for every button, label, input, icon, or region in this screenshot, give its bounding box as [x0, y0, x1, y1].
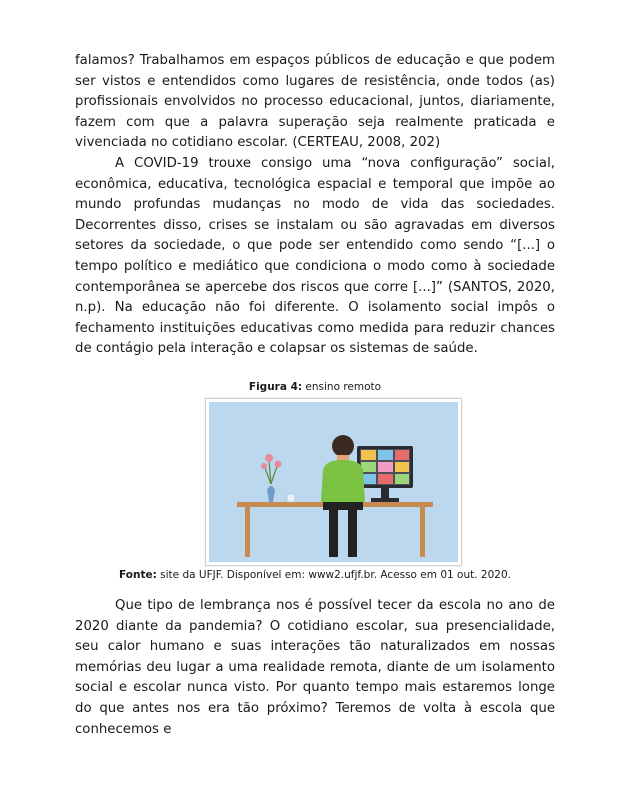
paragraph-3: Que tipo de lembrança nos é possível tecer da escola no ano de 2020 diante da pandemia? O cotidiano escolar, sua presencialidade, seu calor humano e suas interações tão naturalizados em nossas memórias deu lugar a uma realidade remota, diante de um isolamento social e escolar nunca visto. Por quanto tempo mais estaremos longe do que antes nos era tão próximo? Teremos de volta à escola que conhecemos e	[75, 598, 555, 737]
source-text: site da UFJF. Disponível em: www2.ufjf.br. Acesso em 01 out. 2020.	[156, 569, 511, 581]
paragraph-2: A COVID-19 trouxe consigo uma “nova configuração” social, econômica, educativa, tecnológica espacial e temporal que impõe ao mundo profundas mudanças no modo de vida das sociedades. Decorrentes disso, crises se instalam ou são agravadas em diversos setores da sociedade, o que pode ser entendido como sendo “[...] o tempo político e mediático que condiciona o modo como à sociedade contemporânea se apercebe dos riscos que corre [...]” (SANTOS, 2020, n.p). Na educação não foi diferente. O isolamento social impôs o fechamento instituições educativas como medida para reduzir chances de contágio pela interação e colapsar os sistemas de saúde.	[75, 156, 555, 357]
figure-image-remote-learning	[205, 398, 462, 566]
figure-title: ensino remoto	[302, 381, 382, 393]
remote-learning-illustration	[209, 402, 458, 562]
source-label: Fonte:	[119, 569, 157, 581]
paragraph-1: falamos? Trabalhamos em espaços públicos de educação e que podem ser vistos e entendidos como lugares de resistência, onde todos (as) profissionais envolvidos no processo educacional, juntos, diariamente, fazem com que a palavra superação seja realmente praticada e vivenciada no cotidiano escolar. (CERTEAU, 2008, 202)	[75, 53, 555, 151]
figure-label: Figura 4:	[248, 381, 303, 393]
figure-source	[0, 569, 630, 581]
figure-caption	[0, 381, 630, 393]
